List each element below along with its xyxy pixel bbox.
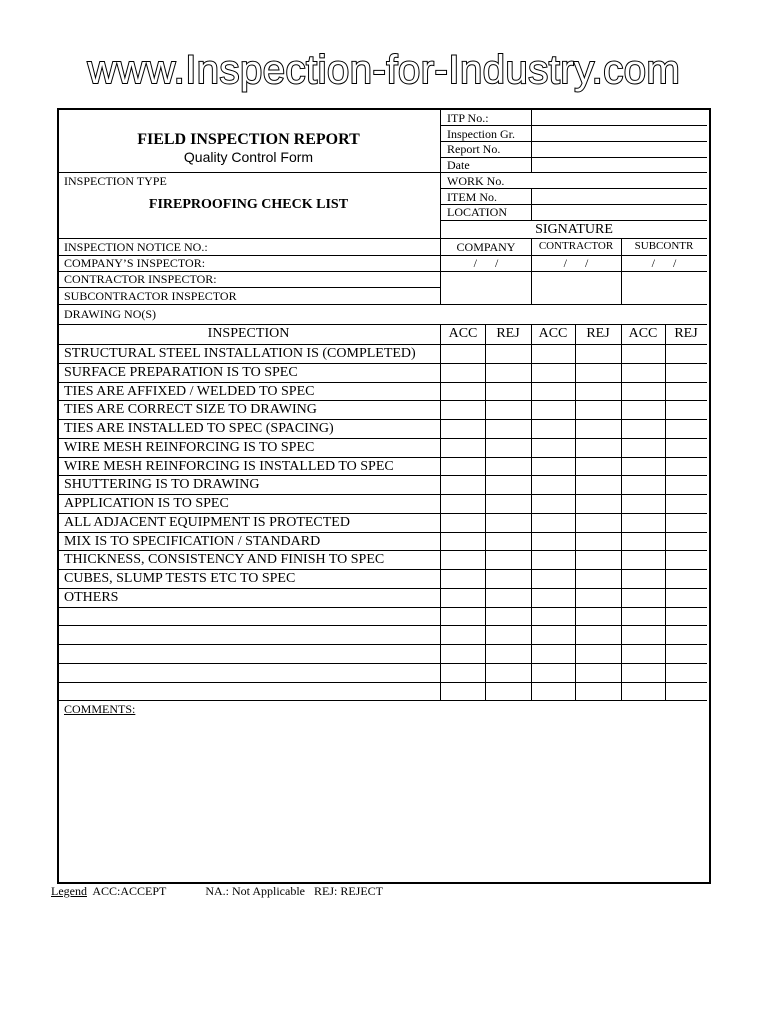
comments-label: COMMENTS: bbox=[64, 702, 136, 716]
subcontr-acc-header: ACC bbox=[628, 326, 658, 341]
contractor-rej-cell[interactable] bbox=[575, 589, 621, 606]
contractor-rej-cell[interactable] bbox=[575, 439, 621, 456]
company-acc-cell[interactable] bbox=[441, 458, 485, 475]
company-acc-cell[interactable] bbox=[441, 514, 485, 531]
comments-area[interactable] bbox=[59, 718, 707, 878]
subcontr-acc-cell[interactable] bbox=[621, 345, 665, 362]
contractor-acc-cell[interactable] bbox=[531, 589, 575, 606]
contractor-acc-cell[interactable] bbox=[531, 383, 575, 400]
checklist-item: SHUTTERING IS TO DRAWING bbox=[64, 477, 260, 492]
signature-company-label: COMPANY bbox=[456, 240, 516, 254]
checklist-item: ALL ADJACENT EQUIPMENT IS PROTECTED bbox=[64, 515, 350, 530]
subcontr-acc-cell[interactable] bbox=[621, 458, 665, 475]
company-rej-cell[interactable] bbox=[485, 439, 531, 456]
checklist-item: THICKNESS, CONSISTENCY AND FINISH TO SPEC bbox=[64, 552, 385, 567]
company-rej-cell[interactable] bbox=[485, 458, 531, 475]
signature-heading: SIGNATURE bbox=[535, 222, 613, 237]
company-acc-cell[interactable] bbox=[441, 364, 485, 381]
contractor-acc-cell[interactable] bbox=[531, 495, 575, 512]
grid-line bbox=[57, 607, 707, 608]
subcontr-acc-cell[interactable] bbox=[621, 383, 665, 400]
subcontr-rej-cell[interactable] bbox=[665, 401, 707, 418]
contractor-acc-cell[interactable] bbox=[531, 570, 575, 587]
contractor-acc-cell[interactable] bbox=[531, 458, 575, 475]
subcontr-rej-cell[interactable] bbox=[665, 589, 707, 606]
subcontr-rej-cell[interactable] bbox=[665, 364, 707, 381]
subcontr-acc-cell[interactable] bbox=[621, 551, 665, 568]
grid-line bbox=[57, 644, 707, 645]
legend-acc: ACC:ACCEPT bbox=[92, 884, 167, 898]
company-rej-cell[interactable] bbox=[485, 514, 531, 531]
itp-no-label: ITP No.: bbox=[447, 111, 489, 125]
subcontr-rej-cell[interactable] bbox=[665, 345, 707, 362]
contractor-rej-cell[interactable] bbox=[575, 401, 621, 418]
work-no-label: WORK No. bbox=[447, 174, 505, 188]
company-rej-cell[interactable] bbox=[485, 551, 531, 568]
company-acc-cell[interactable] bbox=[441, 570, 485, 587]
subcontractor-inspector-label: SUBCONTRACTOR INSPECTOR bbox=[64, 289, 237, 303]
grid-line bbox=[57, 172, 707, 173]
company-acc-cell[interactable] bbox=[441, 345, 485, 362]
company-rej-cell[interactable] bbox=[485, 401, 531, 418]
date-label: Date bbox=[447, 158, 470, 172]
report-no-label: Report No. bbox=[447, 142, 501, 156]
subcontr-rej-cell[interactable] bbox=[665, 495, 707, 512]
subcontr-acc-cell[interactable] bbox=[621, 533, 665, 550]
company-rej-cell[interactable] bbox=[485, 383, 531, 400]
contractor-rej-cell[interactable] bbox=[575, 383, 621, 400]
inspection-type-label: INSPECTION TYPE bbox=[64, 174, 167, 188]
company-rej-cell[interactable] bbox=[485, 345, 531, 362]
company-rej-cell[interactable] bbox=[485, 476, 531, 493]
report-subtitle: Quality Control Form bbox=[183, 149, 314, 165]
signature-contractor-label: CONTRACTOR bbox=[538, 240, 614, 252]
subcontr-sign-date[interactable]: / / bbox=[651, 256, 677, 270]
work-no-field[interactable] bbox=[532, 174, 706, 188]
subcontr-signature-box[interactable] bbox=[621, 272, 707, 303]
contractor-rej-cell[interactable] bbox=[575, 420, 621, 437]
itp-no-field[interactable] bbox=[532, 111, 706, 125]
grid-line bbox=[57, 663, 707, 664]
subcontr-rej-cell[interactable] bbox=[665, 514, 707, 531]
contractor-inspector-label: CONTRACTOR INSPECTOR: bbox=[64, 272, 217, 286]
grid-line bbox=[441, 220, 707, 221]
report-title: FIELD INSPECTION REPORT bbox=[137, 131, 360, 148]
contractor-rej-cell[interactable] bbox=[575, 495, 621, 512]
contractor-rej-header: REJ bbox=[586, 326, 610, 341]
subcontr-acc-cell[interactable] bbox=[621, 476, 665, 493]
contractor-acc-cell[interactable] bbox=[531, 345, 575, 362]
signature-subcontr-label: SUBCONTR bbox=[634, 240, 694, 252]
company-acc-header: ACC bbox=[448, 326, 478, 341]
company-rej-cell[interactable] bbox=[485, 495, 531, 512]
checklist-item: OTHERS bbox=[64, 590, 119, 605]
contractor-rej-cell[interactable] bbox=[575, 533, 621, 550]
contractor-sign-date[interactable]: / / bbox=[563, 256, 589, 270]
checklist-item: SURFACE PREPARATION IS TO SPEC bbox=[64, 365, 298, 380]
grid-line bbox=[57, 700, 707, 701]
contractor-acc-cell[interactable] bbox=[531, 364, 575, 381]
subcontr-rej-cell[interactable] bbox=[665, 476, 707, 493]
company-rej-header: REJ bbox=[496, 326, 520, 341]
company-acc-cell[interactable] bbox=[441, 551, 485, 568]
grid-line bbox=[57, 287, 441, 288]
grid-line bbox=[441, 188, 707, 189]
contractor-acc-cell[interactable] bbox=[531, 533, 575, 550]
company-acc-cell[interactable] bbox=[441, 383, 485, 400]
subcontr-acc-cell[interactable] bbox=[621, 495, 665, 512]
legend-na: NA.: Not Applicable bbox=[205, 884, 305, 898]
legend bbox=[51, 884, 383, 899]
subcontr-rej-cell[interactable] bbox=[665, 383, 707, 400]
company-acc-cell[interactable] bbox=[441, 589, 485, 606]
report-no-field[interactable] bbox=[532, 142, 706, 156]
date-field[interactable] bbox=[532, 158, 706, 172]
checklist-item: APPLICATION IS TO SPEC bbox=[64, 496, 229, 511]
item-no-field[interactable] bbox=[532, 190, 706, 204]
inspection-gr-label: Inspection Gr. bbox=[447, 127, 515, 141]
company-acc-cell[interactable] bbox=[441, 495, 485, 512]
contractor-acc-cell[interactable] bbox=[531, 401, 575, 418]
contractor-rej-cell[interactable] bbox=[575, 458, 621, 475]
company-signature-box[interactable] bbox=[441, 272, 531, 303]
subcontr-acc-cell[interactable] bbox=[621, 364, 665, 381]
contractor-rej-cell[interactable] bbox=[575, 551, 621, 568]
company-rej-cell[interactable] bbox=[485, 589, 531, 606]
subcontr-rej-cell[interactable] bbox=[665, 570, 707, 587]
subcontr-acc-cell[interactable] bbox=[621, 570, 665, 587]
checklist-item: TIES ARE AFFIXED / WELDED TO SPEC bbox=[64, 384, 315, 399]
checklist-item: TIES ARE INSTALLED TO SPEC (SPACING) bbox=[64, 421, 334, 436]
checklist-item: MIX IS TO SPECIFICATION / STANDARD bbox=[64, 534, 321, 549]
contractor-acc-cell[interactable] bbox=[531, 420, 575, 437]
company-inspector-label: COMPANY’S INSPECTOR: bbox=[64, 256, 206, 270]
subcontr-rej-cell[interactable] bbox=[665, 420, 707, 437]
company-rej-cell[interactable] bbox=[485, 364, 531, 381]
subcontr-acc-cell[interactable] bbox=[621, 401, 665, 418]
subcontr-rej-cell[interactable] bbox=[665, 458, 707, 475]
contractor-acc-cell[interactable] bbox=[531, 514, 575, 531]
company-acc-cell[interactable] bbox=[441, 439, 485, 456]
subcontr-rej-cell[interactable] bbox=[665, 551, 707, 568]
location-label: LOCATION bbox=[447, 205, 507, 219]
site-banner: www.Inspection-for-Industry.com bbox=[87, 48, 681, 92]
contractor-rej-cell[interactable] bbox=[575, 345, 621, 362]
company-acc-cell[interactable] bbox=[441, 420, 485, 437]
contractor-acc-cell[interactable] bbox=[531, 551, 575, 568]
grid-line bbox=[57, 625, 707, 626]
contractor-acc-header: ACC bbox=[538, 326, 568, 341]
contractor-acc-cell[interactable] bbox=[531, 439, 575, 456]
subcontr-rej-header: REJ bbox=[674, 326, 698, 341]
contractor-rej-cell[interactable] bbox=[575, 364, 621, 381]
subcontr-rej-cell[interactable] bbox=[665, 439, 707, 456]
company-acc-cell[interactable] bbox=[441, 533, 485, 550]
company-rej-cell[interactable] bbox=[485, 533, 531, 550]
inspection-notice-label: INSPECTION NOTICE NO.: bbox=[64, 240, 208, 254]
subcontr-acc-cell[interactable] bbox=[621, 420, 665, 437]
company-rej-cell[interactable] bbox=[485, 570, 531, 587]
drawing-no-label: DRAWING NO(S) bbox=[64, 307, 157, 321]
grid-line bbox=[441, 125, 707, 126]
checklist-item: CUBES, SLUMP TESTS ETC TO SPEC bbox=[64, 571, 296, 586]
subcontr-rej-cell[interactable] bbox=[665, 533, 707, 550]
contractor-acc-cell[interactable] bbox=[531, 476, 575, 493]
company-sign-date[interactable]: / / bbox=[473, 256, 499, 270]
subcontr-acc-cell[interactable] bbox=[621, 589, 665, 606]
contractor-rej-cell[interactable] bbox=[575, 514, 621, 531]
company-acc-cell[interactable] bbox=[441, 401, 485, 418]
company-rej-cell[interactable] bbox=[485, 420, 531, 437]
checklist-item: STRUCTURAL STEEL INSTALLATION IS (COMPLETED) bbox=[64, 346, 416, 361]
subcontr-acc-cell[interactable] bbox=[621, 514, 665, 531]
checklist-title: FIREPROOFING CHECK LIST bbox=[148, 197, 349, 212]
grid-line bbox=[57, 324, 707, 325]
grid-line bbox=[57, 304, 707, 305]
grid-line bbox=[57, 682, 707, 683]
legend-rej: REJ: REJECT bbox=[314, 884, 384, 898]
inspection-gr-field[interactable] bbox=[532, 127, 706, 141]
inspection-column-header: INSPECTION bbox=[207, 326, 290, 341]
company-acc-cell[interactable] bbox=[441, 476, 485, 493]
legend-label: Legend bbox=[51, 884, 87, 898]
grid-line bbox=[57, 238, 707, 239]
contractor-rej-cell[interactable] bbox=[575, 570, 621, 587]
item-no-label: ITEM No. bbox=[447, 190, 497, 204]
checklist-item: TIES ARE CORRECT SIZE TO DRAWING bbox=[64, 402, 317, 417]
contractor-rej-cell[interactable] bbox=[575, 476, 621, 493]
location-field[interactable] bbox=[532, 205, 706, 219]
subcontr-acc-cell[interactable] bbox=[621, 439, 665, 456]
contractor-signature-box[interactable] bbox=[531, 272, 621, 303]
checklist-item: WIRE MESH REINFORCING IS INSTALLED TO SPEC bbox=[64, 459, 394, 474]
checklist-item: WIRE MESH REINFORCING IS TO SPEC bbox=[64, 440, 315, 455]
